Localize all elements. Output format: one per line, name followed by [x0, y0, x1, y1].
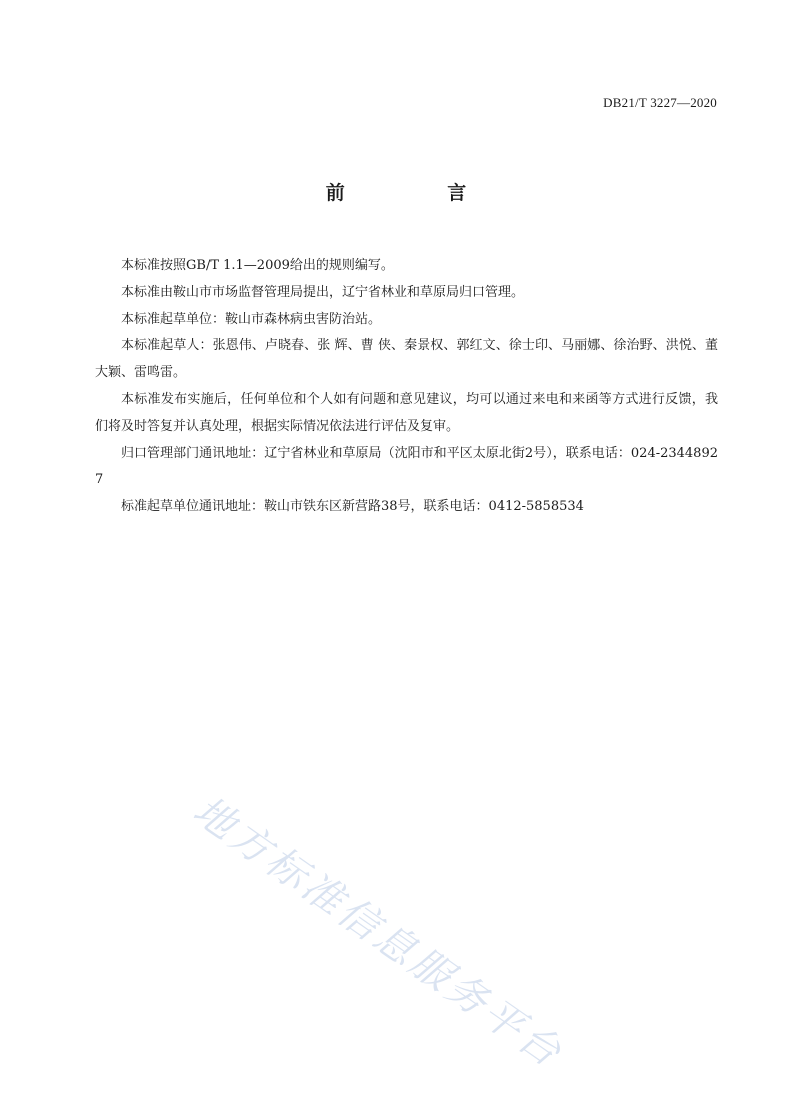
- paragraph-unit-address: 标准起草单位通讯地址：鞍山市铁东区新营路38号，联系电话：0412-5858534: [121, 499, 584, 515]
- paragraph-feedback: 本标准发布实施后，任何单位和个人如有问题和意见建议，均可以通过来电和来函等方式进行反馈，我们将及时答复并认真处理，根据实际情况依法进行评估及复审。: [95, 391, 718, 434]
- paragraph-authority-address: 归口管理部门通讯地址：辽宁省林业和草原局（沈阳市和平区太原北街2号），联系电话：024-23448927: [95, 445, 718, 488]
- document-code: DB21/T 3227—2020: [603, 95, 717, 110]
- paragraph-drafting-rules: 本标准按照GB/T 1.1—2009给出的规则编写。: [121, 258, 394, 273]
- paragraph-proposer: 本标准由鞍山市市场监督管理局提出，辽宁省林业和草原局归口管理。: [121, 284, 525, 300]
- paragraph-drafting-unit: 本标准起草单位：鞍山市森林病虫害防治站。: [121, 311, 382, 327]
- document-body: [95, 253, 718, 521]
- paragraph-drafters: 本标准起草人：张恩伟、卢晓春、张 辉、曹 侠、秦景权、郭红文、徐士印、马丽娜、徐治野、洪悦、董大颖、雷鸣雷。: [95, 338, 718, 381]
- page-title: 前 言: [325, 182, 515, 204]
- watermark: 地方标准信息服务平台: [184, 787, 572, 1078]
